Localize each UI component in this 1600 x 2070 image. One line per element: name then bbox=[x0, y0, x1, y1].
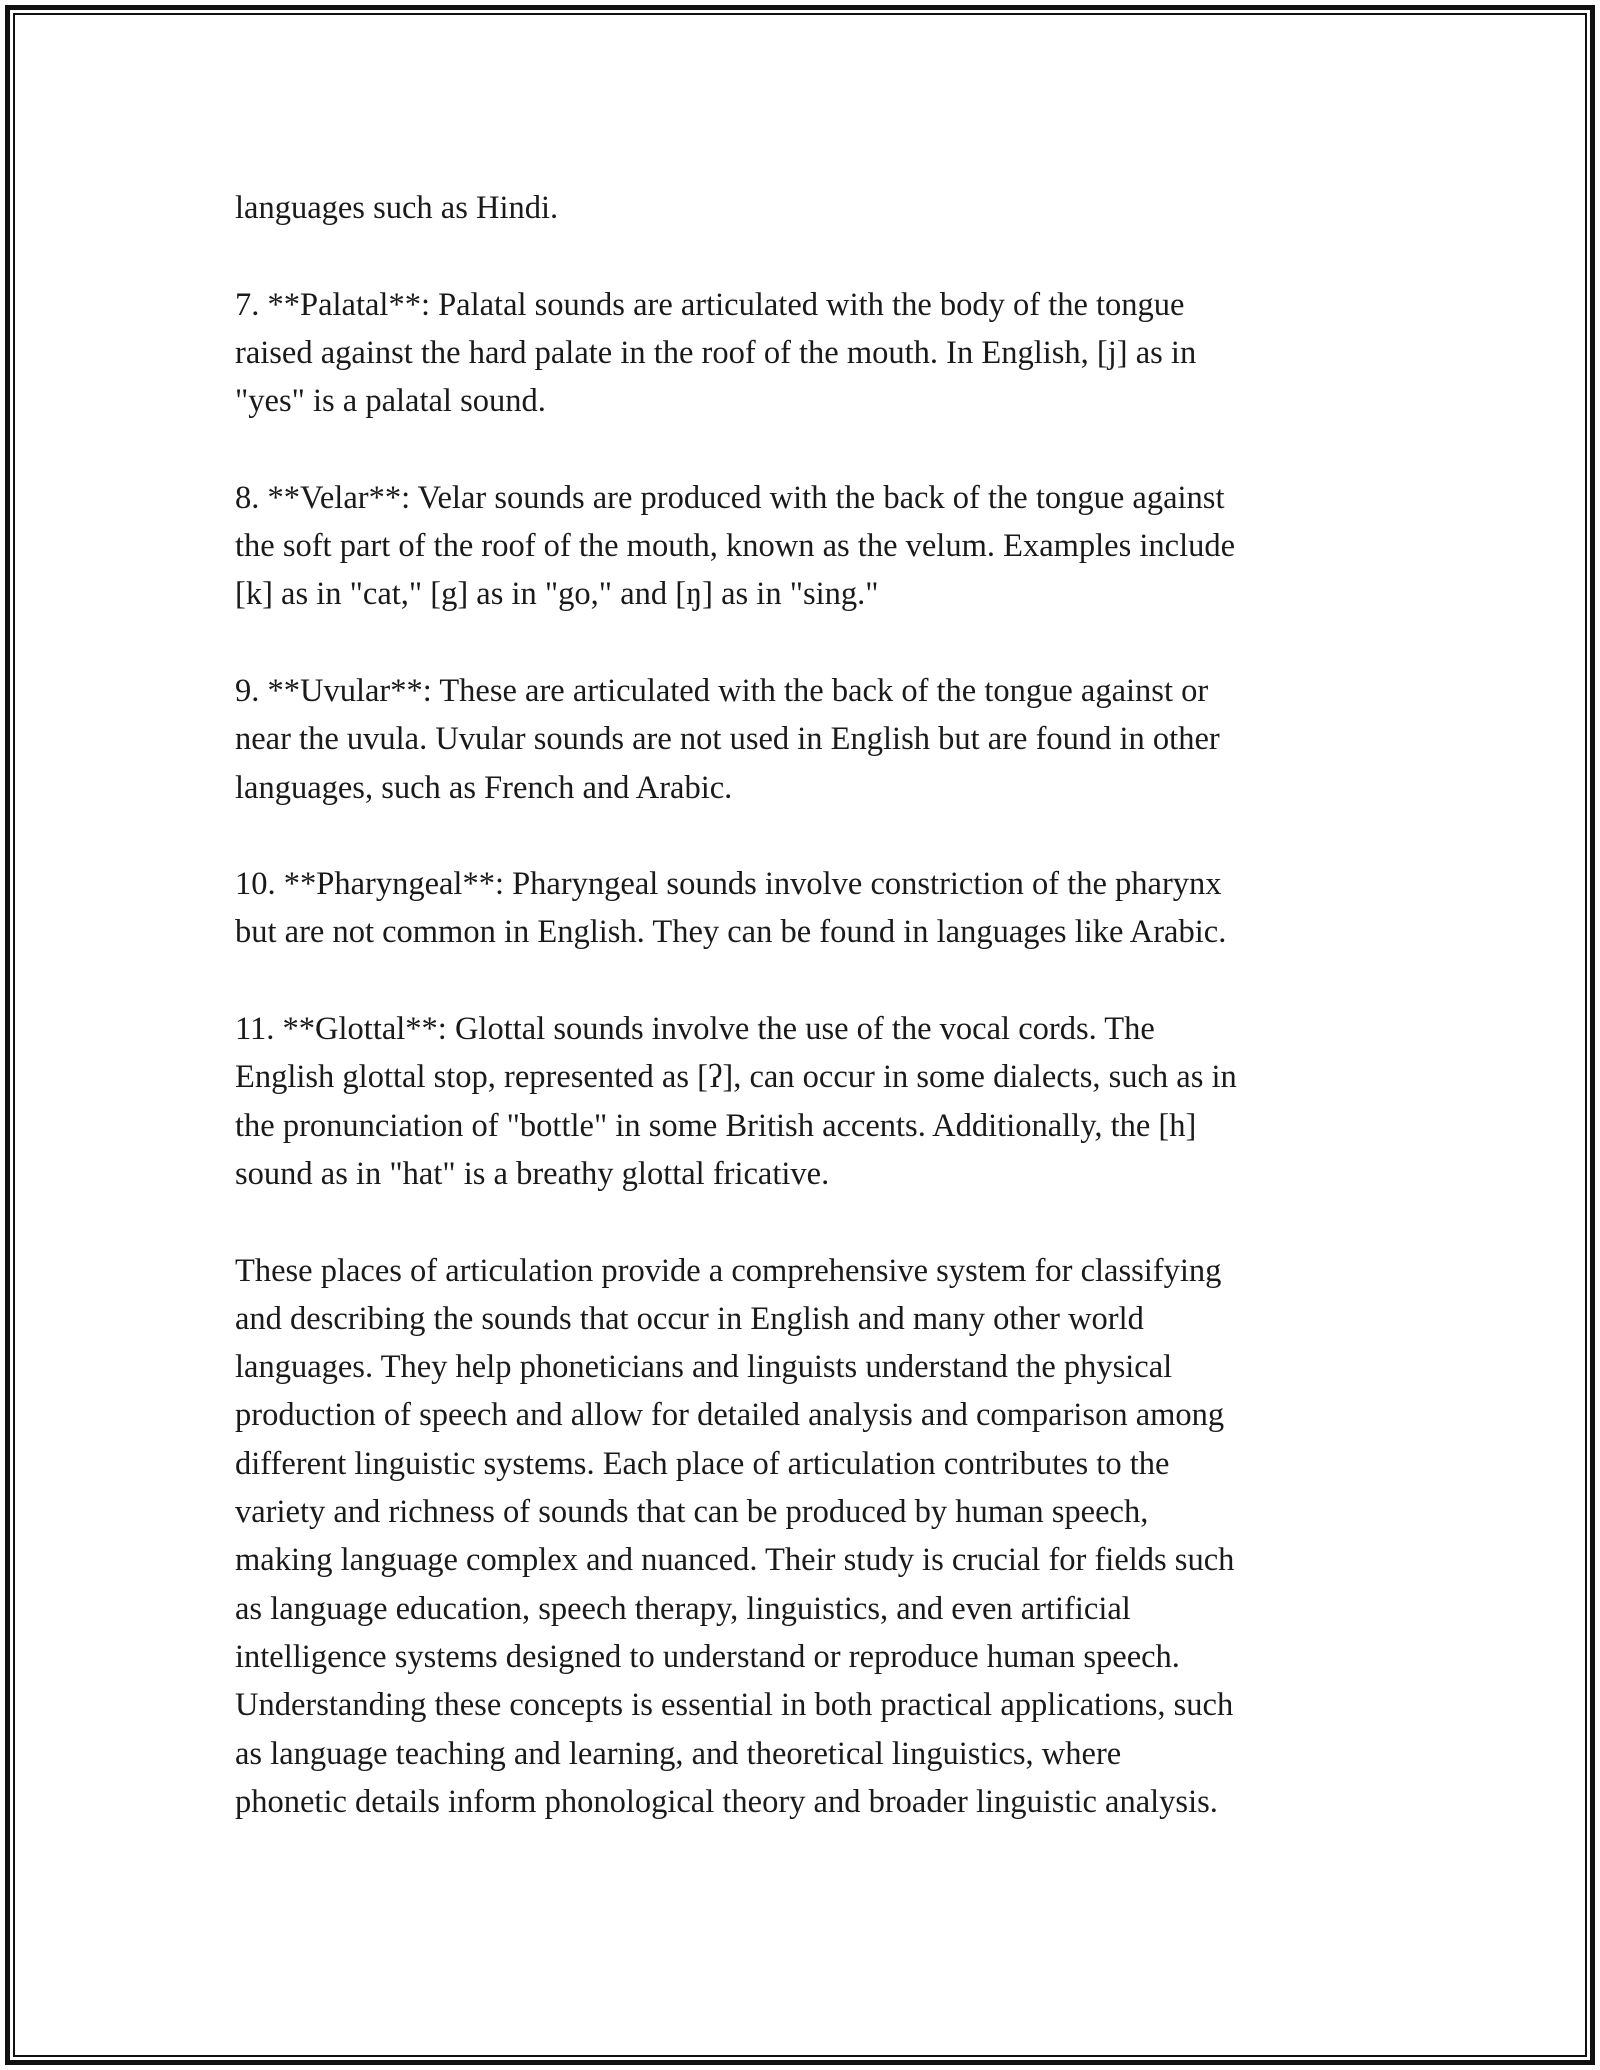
text-line: and describing the sounds that occur in English and many other world bbox=[235, 1300, 1144, 1337]
paragraph-velar bbox=[235, 474, 1395, 619]
paragraph-palatal bbox=[235, 281, 1395, 426]
text-line: intelligence systems designed to understand or reproduce human speech. bbox=[235, 1638, 1180, 1675]
text-line: These places of articulation provide a comprehensive system for classifying bbox=[235, 1252, 1222, 1289]
text-line: as language teaching and learning, and theoretical linguistics, where bbox=[235, 1735, 1122, 1772]
text-line: [k] as in "cat," [g] as in "go," and [ŋ] as in "sing." bbox=[235, 576, 879, 613]
text-line: phonetic details inform phonological theory and broader linguistic analysis. bbox=[235, 1783, 1218, 1820]
text-line: 9. **Uvular**: These are articulated with the back of the tongue against or bbox=[235, 672, 1209, 709]
text-line: different linguistic systems. Each place of articulation contributes to the bbox=[235, 1445, 1170, 1482]
text-line: languages, such as French and Arabic. bbox=[235, 769, 733, 806]
text-line: languages such as Hindi. bbox=[235, 190, 559, 226]
text-line: English glottal stop, represented as [ʔ], can occur in some dialects, such as in bbox=[235, 1059, 1237, 1096]
text-line: the pronunciation of "bottle" in some British accents. Additionally, the [h] bbox=[235, 1107, 1197, 1144]
document-body bbox=[235, 184, 1395, 1826]
text-line: 7. **Palatal**: Palatal sounds are articulated with the body of the tongue bbox=[235, 286, 1185, 323]
text-line: making language complex and nuanced. Their study is crucial for fields such bbox=[235, 1542, 1235, 1579]
paragraph-intro-tail bbox=[235, 184, 1395, 232]
text-line: 11. **Glottal**: Glottal sounds involve the use of the vocal cords. The bbox=[235, 1011, 1155, 1048]
text-line: 8. **Velar**: Velar sounds are produced with the back of the tongue against bbox=[235, 479, 1225, 516]
text-line: near the uvula. Uvular sounds are not used in English but are found in other bbox=[235, 721, 1220, 758]
text-line: as language education, speech therapy, linguistics, and even artificial bbox=[235, 1590, 1131, 1627]
text-line: "yes" is a palatal sound. bbox=[235, 383, 546, 420]
paragraph-pharyngeal bbox=[235, 860, 1395, 957]
text-line: Understanding these concepts is essential in both practical applications, such bbox=[235, 1687, 1234, 1724]
paragraph-uvular bbox=[235, 667, 1395, 812]
text-line: production of speech and allow for detailed analysis and comparison among bbox=[235, 1397, 1225, 1434]
text-line: variety and richness of sounds that can be produced by human speech, bbox=[235, 1494, 1149, 1531]
text-line: raised against the hard palate in the roof of the mouth. In English, [j] as in bbox=[235, 334, 1197, 371]
paragraph-glottal bbox=[235, 1005, 1395, 1198]
text-line: but are not common in English. They can be found in languages like Arabic. bbox=[235, 914, 1227, 951]
paragraph-conclusion bbox=[235, 1247, 1395, 1827]
text-line: sound as in "hat" is a breathy glottal fricative. bbox=[235, 1155, 830, 1192]
text-line: the soft part of the roof of the mouth, known as the velum. Examples include bbox=[235, 528, 1236, 565]
text-line: 10. **Pharyngeal**: Pharyngeal sounds involve constriction of the pharynx bbox=[235, 866, 1222, 903]
text-line: languages. They help phoneticians and linguists understand the physical bbox=[235, 1349, 1173, 1386]
